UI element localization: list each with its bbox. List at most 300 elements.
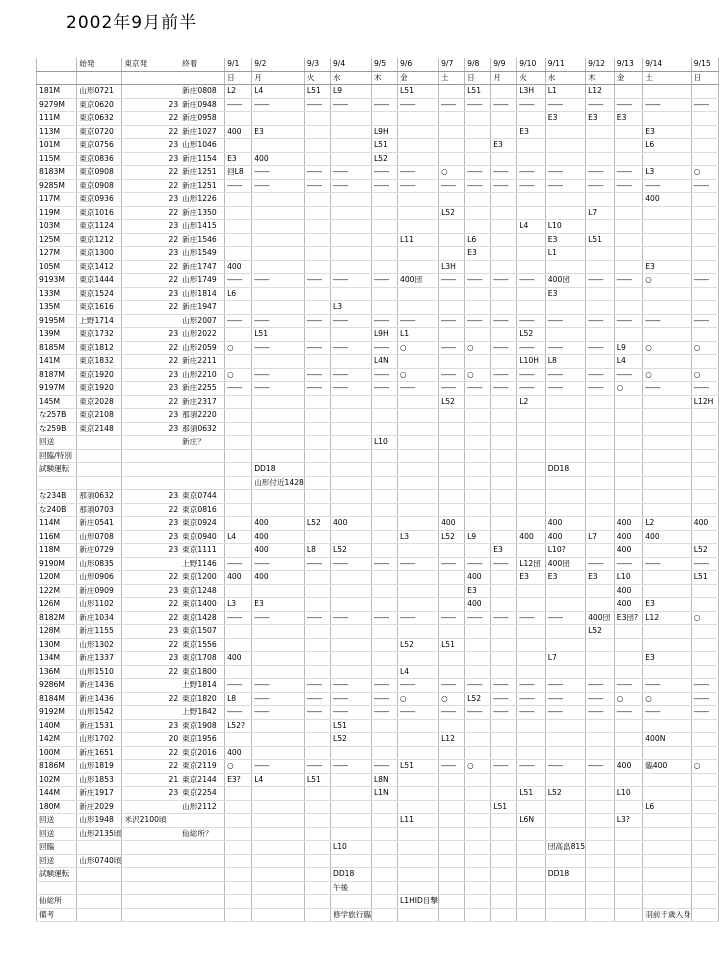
table-cell: ○: [643, 341, 692, 355]
table-cell: [77, 881, 122, 895]
table-cell: [122, 679, 167, 693]
table-cell: [517, 773, 546, 787]
table-cell: L52: [398, 638, 439, 652]
table-cell: [439, 355, 465, 369]
table-cell: [465, 409, 491, 423]
table-cell: 新庄1917: [77, 787, 122, 801]
table-cell: [167, 827, 181, 841]
table-cell: [77, 71, 122, 85]
table-cell: ――: [586, 166, 615, 180]
table-cell: [371, 85, 397, 99]
table-cell: ――: [643, 179, 692, 193]
table-cell: E3: [545, 571, 585, 585]
table-cell: [180, 463, 224, 477]
table-cell: 東京0908: [77, 166, 122, 180]
table-cell: L11: [398, 814, 439, 828]
table-cell: [643, 449, 692, 463]
table-cell: 105M: [37, 260, 77, 274]
table-cell: 21: [167, 773, 181, 787]
table-cell: L51: [304, 85, 330, 99]
table-cell: L12H: [691, 395, 718, 409]
table-cell: [398, 301, 439, 315]
table-cell: [439, 287, 465, 301]
table-cell: ――: [439, 274, 465, 288]
table-row: [37, 341, 719, 355]
table-cell: [465, 544, 491, 558]
table-cell: [122, 355, 167, 369]
table-cell: [465, 328, 491, 342]
table-cell: [465, 719, 491, 733]
table-cell: ○: [643, 274, 692, 288]
table-cell: [330, 287, 371, 301]
table-cell: ――: [517, 274, 546, 288]
table-cell: [122, 166, 167, 180]
table-cell: [691, 773, 718, 787]
table-cell: [167, 463, 181, 477]
table-cell: ――: [304, 611, 330, 625]
table-cell: 9190M: [37, 557, 77, 571]
table-cell: 新庄2255: [180, 382, 224, 396]
table-cell: L4: [252, 85, 305, 99]
table-cell: [517, 733, 546, 747]
table-cell: DD18: [330, 868, 371, 882]
table-cell: [398, 112, 439, 126]
table-cell: [545, 854, 585, 868]
table-cell: [465, 503, 491, 517]
table-cell: [304, 787, 330, 801]
table-cell: [330, 598, 371, 612]
table-cell: [122, 584, 167, 598]
table-cell: E3?: [225, 773, 252, 787]
table-cell: [330, 746, 371, 760]
table-cell: [330, 652, 371, 666]
table-cell: [465, 827, 491, 841]
table-cell: [586, 409, 615, 423]
table-cell: [643, 287, 692, 301]
table-cell: [643, 841, 692, 855]
table-cell: [398, 193, 439, 207]
table-cell: ○: [225, 368, 252, 382]
table-cell: [643, 409, 692, 423]
table-cell: 東京1412: [77, 260, 122, 274]
table-cell: [330, 773, 371, 787]
table-cell: 臨400: [643, 760, 692, 774]
table-cell: [122, 571, 167, 585]
table-cell: 116M: [37, 530, 77, 544]
table-cell: [252, 449, 305, 463]
table-cell: [614, 841, 642, 855]
table-cell: ――: [643, 706, 692, 720]
table-cell: [304, 490, 330, 504]
table-cell: 上野1814: [180, 679, 224, 693]
table-cell: 118M: [37, 544, 77, 558]
table-cell: [330, 355, 371, 369]
table-cell: 回L8: [225, 166, 252, 180]
table-cell: 山形2135頃: [77, 827, 122, 841]
table-cell: [517, 301, 546, 315]
table-cell: ――: [330, 382, 371, 396]
table-cell: [225, 355, 252, 369]
table-cell: [586, 895, 615, 909]
table-cell: [122, 98, 167, 112]
table-cell: ――: [371, 382, 397, 396]
table-cell: 山形1302: [77, 638, 122, 652]
table-cell: [304, 503, 330, 517]
table-cell: ――: [304, 166, 330, 180]
table-cell: [465, 746, 491, 760]
table-cell: [122, 706, 167, 720]
table-cell: [586, 746, 615, 760]
table-cell: ――: [371, 760, 397, 774]
table-cell: [517, 463, 546, 477]
table-cell: [691, 287, 718, 301]
table-cell: L3H: [439, 260, 465, 274]
table-row: [37, 800, 719, 814]
table-cell: [439, 571, 465, 585]
table-cell: [167, 814, 181, 828]
table-cell: [614, 301, 642, 315]
table-cell: 114M: [37, 517, 77, 531]
table-cell: [614, 328, 642, 342]
table-cell: L51: [691, 571, 718, 585]
table-cell: [586, 301, 615, 315]
table-cell: [491, 233, 517, 247]
table-cell: ――: [371, 679, 397, 693]
table-cell: [691, 125, 718, 139]
table-cell: [465, 665, 491, 679]
table-cell: 新庄2211: [180, 355, 224, 369]
table-cell: [691, 85, 718, 99]
table-cell: [643, 719, 692, 733]
page-title: 2002年9月前半: [66, 13, 198, 33]
table-row: [37, 368, 719, 382]
table-cell: 那須0632: [77, 490, 122, 504]
table-cell: [586, 841, 615, 855]
table-cell: ――: [330, 611, 371, 625]
table-cell: 東京2108: [77, 409, 122, 423]
table-cell: [167, 58, 181, 71]
table-cell: ――: [225, 557, 252, 571]
table-cell: L2: [225, 85, 252, 99]
table-cell: [398, 733, 439, 747]
table-cell: ――: [691, 692, 718, 706]
table-cell: [439, 139, 465, 153]
table-cell: [330, 139, 371, 153]
table-cell: E3: [586, 112, 615, 126]
table-cell: 400: [614, 760, 642, 774]
table-cell: [330, 328, 371, 342]
table-cell: [330, 220, 371, 234]
table-cell: 23: [167, 787, 181, 801]
table-cell: [691, 328, 718, 342]
table-cell: [37, 476, 77, 490]
table-cell: ――: [371, 98, 397, 112]
table-cell: ――: [439, 611, 465, 625]
table-cell: [371, 220, 397, 234]
table-cell: L7: [545, 652, 585, 666]
table-cell: 山形1853: [77, 773, 122, 787]
table-cell: ――: [614, 679, 642, 693]
table-cell: 東京1200: [180, 571, 224, 585]
table-cell: [122, 638, 167, 652]
table-cell: 新庄1436: [77, 692, 122, 706]
table-cell: 新庄1350: [180, 206, 224, 220]
table-cell: [371, 746, 397, 760]
table-cell: 東京1248: [180, 584, 224, 598]
table-cell: 23: [167, 98, 181, 112]
table-cell: [586, 355, 615, 369]
table-cell: [330, 193, 371, 207]
table-cell: 終着: [180, 58, 224, 71]
table-cell: 山形1749: [180, 274, 224, 288]
table-cell: [371, 571, 397, 585]
table-cell: [371, 233, 397, 247]
table-cell: ――: [439, 314, 465, 328]
table-cell: ――: [330, 274, 371, 288]
table-cell: [122, 733, 167, 747]
table-cell: [439, 773, 465, 787]
table-cell: ――: [614, 314, 642, 328]
table-cell: [465, 800, 491, 814]
table-cell: [643, 112, 692, 126]
table-cell: [691, 463, 718, 477]
table-cell: [517, 827, 546, 841]
table-cell: [371, 584, 397, 598]
table-cell: [167, 706, 181, 720]
table-cell: [167, 436, 181, 450]
table-cell: [491, 638, 517, 652]
table-cell: [330, 490, 371, 504]
table-cell: [643, 490, 692, 504]
table-row: [37, 247, 719, 261]
table-cell: 125M: [37, 233, 77, 247]
table-cell: ○: [398, 341, 439, 355]
table-cell: 22: [167, 611, 181, 625]
table-cell: 9/15: [691, 58, 718, 71]
table-cell: [225, 112, 252, 126]
table-cell: ――: [439, 382, 465, 396]
table-cell: [371, 598, 397, 612]
table-cell: [517, 665, 546, 679]
table-cell: 23: [167, 584, 181, 598]
table-cell: [517, 746, 546, 760]
table-cell: [330, 638, 371, 652]
table-cell: ――: [691, 706, 718, 720]
table-cell: 東京0936: [77, 193, 122, 207]
table-cell: [439, 895, 465, 909]
table-row: [37, 125, 719, 139]
table-cell: 東京0908: [77, 179, 122, 193]
table-cell: [371, 490, 397, 504]
table-cell: [225, 584, 252, 598]
table-cell: [614, 125, 642, 139]
table-cell: 東京1524: [77, 287, 122, 301]
table-cell: [252, 355, 305, 369]
table-cell: [586, 125, 615, 139]
table-cell: [371, 503, 397, 517]
table-cell: ○: [398, 692, 439, 706]
table-cell: [465, 787, 491, 801]
table-cell: [691, 233, 718, 247]
table-cell: L4: [225, 530, 252, 544]
table-cell: [614, 409, 642, 423]
table-cell: [491, 652, 517, 666]
table-cell: [304, 328, 330, 342]
table-cell: [517, 517, 546, 531]
table-row: [37, 908, 719, 922]
table-cell: [439, 152, 465, 166]
table-cell: ――: [545, 760, 585, 774]
table-cell: [77, 449, 122, 463]
table-cell: E3: [643, 652, 692, 666]
table-cell: [465, 301, 491, 315]
table-cell: [252, 652, 305, 666]
table-cell: [491, 193, 517, 207]
table-cell: [225, 881, 252, 895]
table-cell: 東京2254: [180, 787, 224, 801]
table-cell: 22: [167, 665, 181, 679]
table-cell: [180, 908, 224, 922]
table-cell: [586, 800, 615, 814]
table-cell: [304, 476, 330, 490]
table-cell: ――: [465, 611, 491, 625]
table-cell: [225, 328, 252, 342]
table-cell: [398, 152, 439, 166]
table-cell: [465, 881, 491, 895]
table-cell: ――: [643, 557, 692, 571]
table-cell: [304, 854, 330, 868]
table-cell: ――: [304, 692, 330, 706]
table-cell: [545, 436, 585, 450]
table-cell: [586, 881, 615, 895]
table-cell: [304, 287, 330, 301]
table-cell: [252, 719, 305, 733]
table-cell: [691, 152, 718, 166]
table-cell: L10: [371, 436, 397, 450]
table-row: [37, 112, 719, 126]
table-cell: [586, 517, 615, 531]
table-cell: [37, 71, 77, 85]
table-cell: ――: [398, 611, 439, 625]
table-row: [37, 760, 719, 774]
table-cell: [304, 638, 330, 652]
table-cell: ――: [491, 557, 517, 571]
table-cell: [252, 746, 305, 760]
table-cell: [371, 422, 397, 436]
table-cell: [122, 341, 167, 355]
table-cell: [439, 652, 465, 666]
table-cell: ――: [491, 166, 517, 180]
table-cell: [517, 152, 546, 166]
table-cell: 新庄0808: [180, 85, 224, 99]
table-cell: 修学旅行臨: [330, 908, 371, 922]
table-cell: [545, 814, 585, 828]
table-cell: [545, 422, 585, 436]
table-cell: ○: [439, 166, 465, 180]
table-cell: [225, 517, 252, 531]
table-cell: ○: [439, 692, 465, 706]
table-cell: [330, 476, 371, 490]
table-cell: 144M: [37, 787, 77, 801]
table-cell: ――: [545, 692, 585, 706]
table-cell: ――: [252, 179, 305, 193]
table-cell: 9/7: [439, 58, 465, 71]
table-cell: [371, 247, 397, 261]
table-cell: ――: [252, 341, 305, 355]
table-cell: [371, 449, 397, 463]
table-cell: [252, 841, 305, 855]
table-cell: ○: [691, 166, 718, 180]
table-cell: 23: [167, 422, 181, 436]
table-cell: 8185M: [37, 341, 77, 355]
table-cell: [439, 814, 465, 828]
table-cell: 400: [252, 544, 305, 558]
table-cell: 400: [545, 517, 585, 531]
table-cell: [122, 152, 167, 166]
table-cell: ――: [371, 274, 397, 288]
table-cell: ――: [545, 382, 585, 396]
table-cell: [614, 854, 642, 868]
table-cell: 9/9: [491, 58, 517, 71]
table-cell: [614, 152, 642, 166]
table-cell: [465, 625, 491, 639]
table-cell: L52: [545, 787, 585, 801]
table-cell: ○: [225, 341, 252, 355]
table-cell: [122, 395, 167, 409]
table-cell: 東京1212: [77, 233, 122, 247]
table-cell: 東京1124: [77, 220, 122, 234]
table-cell: 山形1819: [77, 760, 122, 774]
table-cell: L2: [517, 395, 546, 409]
table-cell: [180, 841, 224, 855]
table-cell: [643, 220, 692, 234]
table-cell: [643, 895, 692, 909]
table-cell: 東京1616: [77, 301, 122, 315]
table-cell: [225, 787, 252, 801]
table-cell: L6N: [517, 814, 546, 828]
table-cell: [330, 895, 371, 909]
table-cell: [465, 449, 491, 463]
table-cell: 9285M: [37, 179, 77, 193]
table-cell: ――: [517, 760, 546, 774]
table-cell: 400: [225, 652, 252, 666]
table-cell: [122, 409, 167, 423]
table-cell: [491, 490, 517, 504]
table-cell: [225, 665, 252, 679]
table-cell: 23: [167, 652, 181, 666]
table-cell: [614, 395, 642, 409]
table-cell: ――: [330, 692, 371, 706]
table-cell: [122, 517, 167, 531]
table-cell: L1: [545, 85, 585, 99]
table-cell: 9/14: [643, 58, 692, 71]
table-cell: 23: [167, 409, 181, 423]
table-cell: [439, 125, 465, 139]
table-cell: [122, 800, 167, 814]
table-cell: [614, 220, 642, 234]
table-row: [37, 679, 719, 693]
table-cell: 新庄1747: [180, 260, 224, 274]
table-cell: 120M: [37, 571, 77, 585]
table-cell: [643, 422, 692, 436]
table-cell: [465, 422, 491, 436]
table-cell: [252, 638, 305, 652]
table-cell: ――: [304, 274, 330, 288]
table-cell: [491, 449, 517, 463]
table-cell: [180, 881, 224, 895]
table-cell: [517, 638, 546, 652]
table-cell: ――: [586, 760, 615, 774]
